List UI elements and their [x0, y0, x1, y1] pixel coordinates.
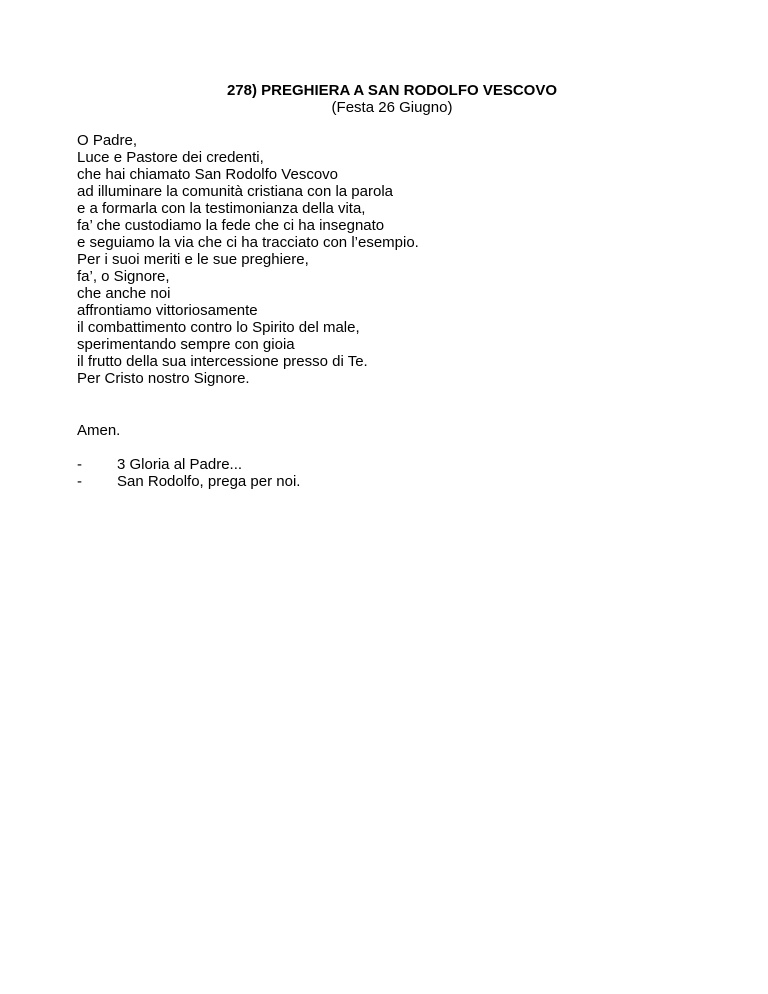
- prayer-line: il frutto della sua intercessione presso di Te.: [77, 353, 368, 370]
- prayer-line: affrontiamo vittoriosamente: [77, 302, 258, 319]
- list-item: [77, 456, 677, 473]
- prayer-line: che hai chiamato San Rodolfo Vescovo: [77, 166, 338, 183]
- prayer-line: e seguiamo la via che ci ha tracciato con l’esempio.: [77, 234, 419, 251]
- bullet-dash: -: [77, 473, 82, 490]
- bullet-dash: -: [77, 456, 82, 473]
- amen-text: Amen.: [77, 422, 121, 439]
- prayer-line: che anche noi: [77, 285, 171, 302]
- prayer-line: e a formarla con la testimonianza della vita,: [77, 200, 366, 217]
- prayer-text: [77, 132, 717, 387]
- document-header: [0, 82, 768, 116]
- prayer-line: fa’ che custodiamo la fede che ci ha insegnato: [77, 217, 385, 234]
- list-item: [77, 473, 677, 490]
- bullet-text: 3 Gloria al Padre...: [117, 456, 243, 473]
- prayer-line: fa’, o Signore,: [77, 268, 170, 285]
- page-title: 278) PREGHIERA A SAN RODOLFO VESCOVO: [226, 82, 558, 99]
- prayer-line: Per Cristo nostro Signore.: [77, 370, 250, 387]
- prayer-line: Luce e Pastore dei credenti,: [77, 149, 264, 166]
- bullet-text: San Rodolfo, prega per noi.: [117, 473, 301, 490]
- prayer-line: ad illuminare la comunità cristiana con la parola: [77, 183, 393, 200]
- prayer-line: O Padre,: [77, 132, 138, 149]
- prayer-line: Per i suoi meriti e le sue preghiere,: [77, 251, 309, 268]
- prayer-line: sperimentando sempre con gioia: [77, 336, 295, 353]
- page-subtitle: (Festa 26 Giugno): [331, 99, 453, 116]
- bullet-list: [77, 456, 677, 490]
- prayer-line: il combattimento contro lo Spirito del male,: [77, 319, 360, 336]
